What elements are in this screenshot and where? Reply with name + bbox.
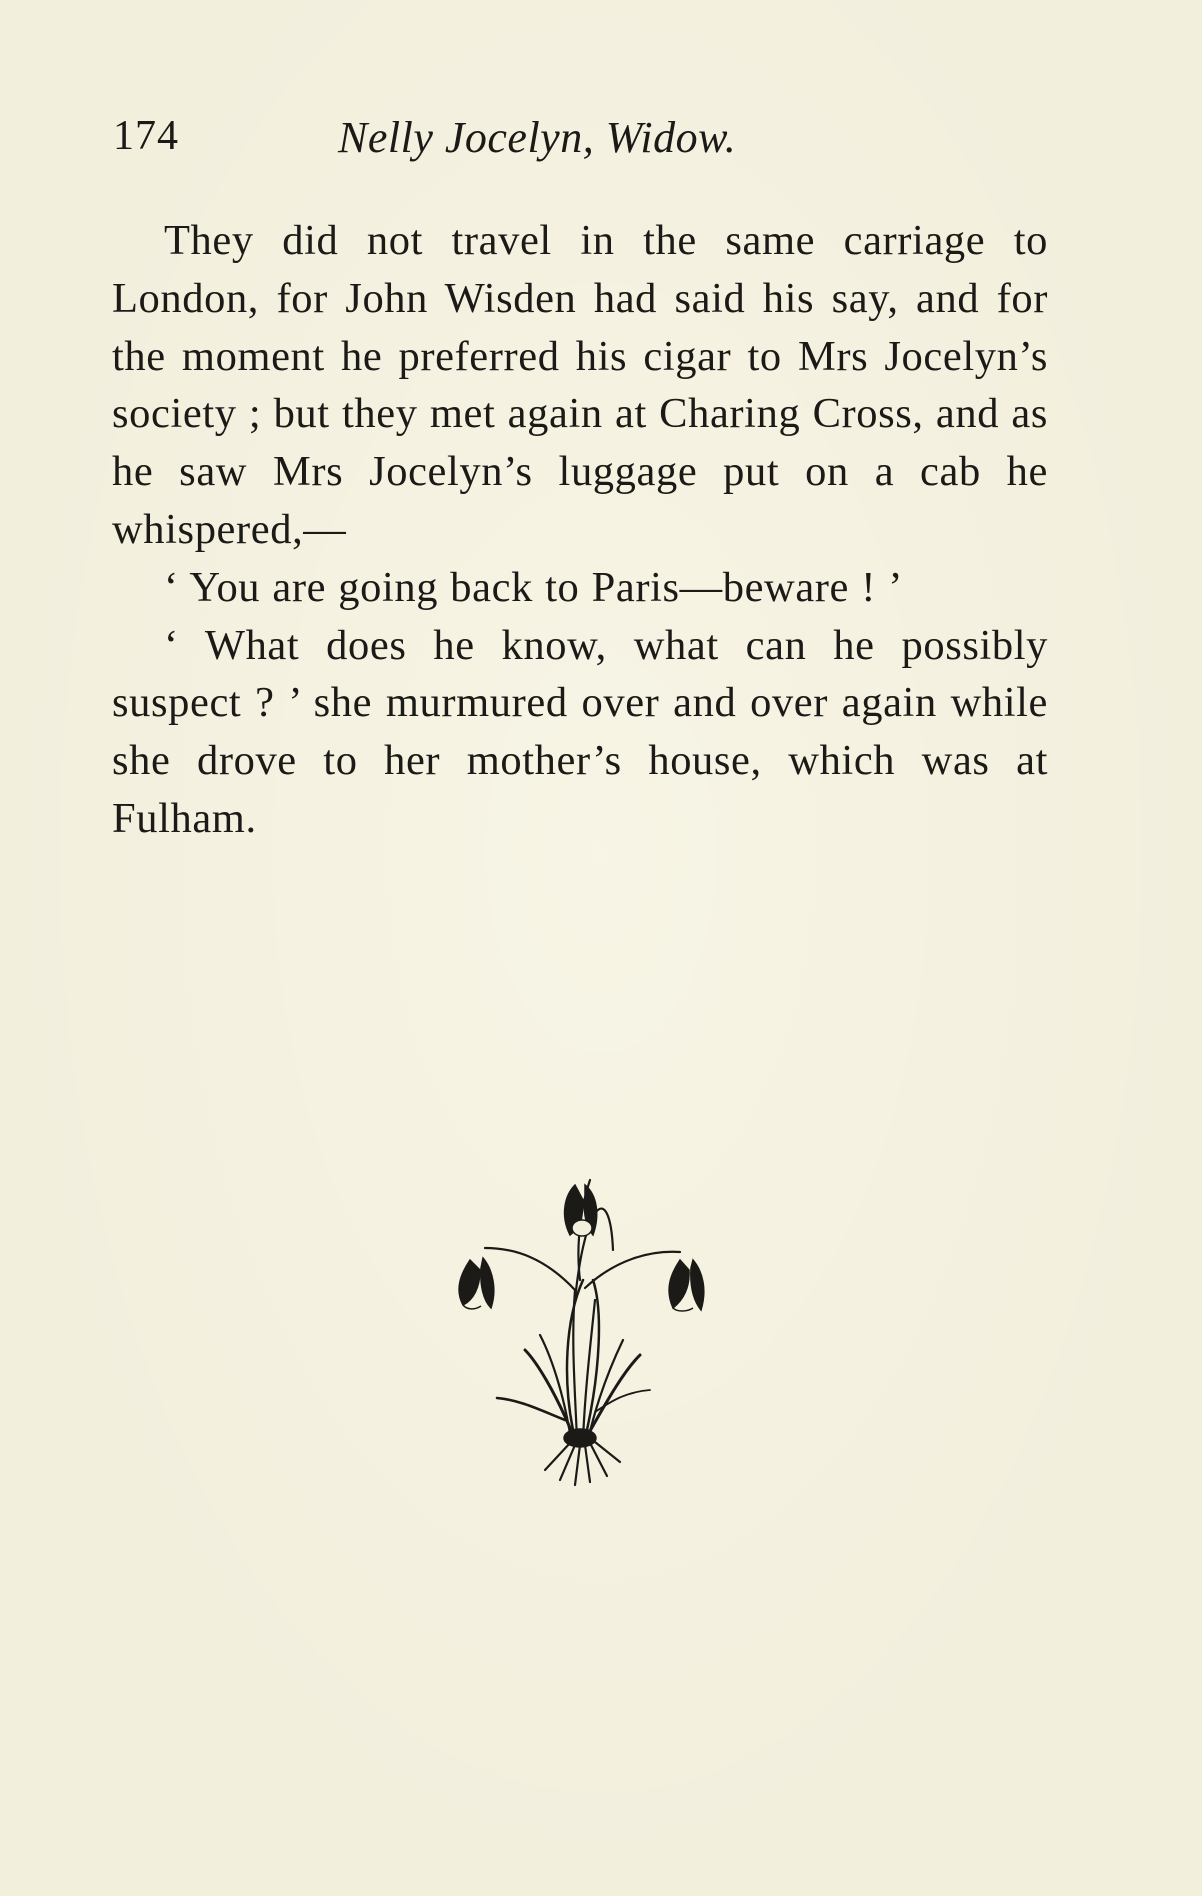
paragraph: They did not travel in the same carriage to London, for John Wisden had said his say, and for the moment he preferred his cigar to Mrs Jocelyn’s society ; but they met again at Charing Cross, and as he saw Mrs Jocelyn’s luggage put on a cab he whispered,— — [112, 217, 1048, 553]
paragraph: ‘ What does he know, what can he possibly suspect ? ’ she murmured over and over again while she drove to her mother’s house, which was at Fulham. — [112, 621, 1048, 842]
page-number: 174 — [113, 113, 179, 159]
snowdrop-flower-icon — [425, 1140, 735, 1490]
paragraph: ‘ You are going back to Paris—beware ! ’ — [164, 563, 903, 611]
running-title: Nelly Jocelyn, Widow. — [338, 113, 737, 162]
body-text — [112, 212, 1048, 848]
running-head — [113, 112, 1043, 172]
